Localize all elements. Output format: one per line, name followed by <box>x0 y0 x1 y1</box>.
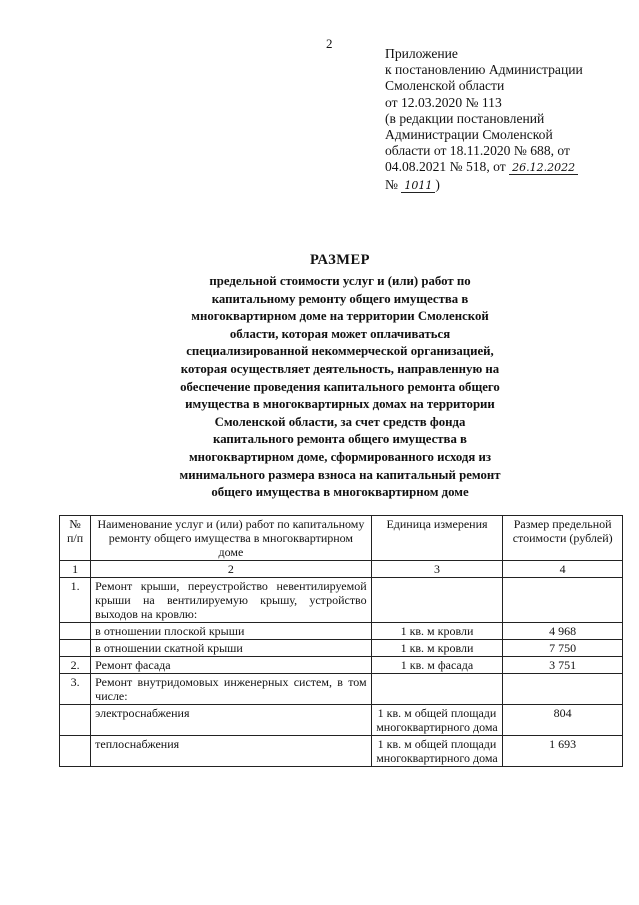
subtitle-line: общего имущества в многоквартирном доме <box>211 485 469 500</box>
subtitle-line: которая осуществляет деятельность, направленную на <box>180 361 500 376</box>
table-header-row <box>60 516 623 561</box>
row-name: Ремонт фасада <box>91 657 371 674</box>
appendix-line: области от 18.11.2020 № 688, от <box>385 143 570 159</box>
header-name: Наименование услуг и (или) работ по капитальному ремонту общего имущества в многоквартирном доме <box>91 516 371 561</box>
row-cost <box>503 578 623 623</box>
table-row <box>60 657 623 674</box>
table-row <box>60 674 623 705</box>
column-number: 3 <box>371 561 503 578</box>
header-unit: Единица измерения <box>371 516 503 561</box>
row-unit: 1 кв. м кровли <box>371 640 503 657</box>
row-num: 2. <box>60 657 91 674</box>
handwritten-date: 26.12.2022 <box>509 161 578 175</box>
row-unit: 1 кв. м общей площади многоквартирного дома <box>371 705 503 736</box>
subtitle-line: капитальному ремонту общего имущества в <box>211 291 469 306</box>
column-number: 4 <box>503 561 623 578</box>
subtitle-line: предельной стоимости услуг и (или) работ по <box>209 274 471 288</box>
row-cost: 3 751 <box>503 657 623 674</box>
page-number: 2 <box>326 36 333 51</box>
row-num <box>60 705 91 736</box>
column-number: 2 <box>91 561 371 578</box>
row-num: 3. <box>60 674 91 705</box>
row-num <box>60 623 91 640</box>
table-row <box>60 640 623 657</box>
appendix-line: Администрации Смоленской <box>385 127 553 143</box>
row-name: электроснабжения <box>91 705 371 736</box>
header-num: № п/п <box>60 516 91 561</box>
table-row <box>60 623 623 640</box>
row-name: Ремонт крыши, переустройство невентилируемой крыши на вентилируемую крышу, устройство выходов на кровлю: <box>91 578 371 623</box>
table-row <box>60 705 623 736</box>
row-name: в отношении скатной крыши <box>91 640 371 657</box>
row-unit: 1 кв. м фасада <box>371 657 503 674</box>
subtitle-line: многоквартирном доме на территории Смоленской <box>191 309 489 324</box>
subtitle-line: многоквартирном доме, сформированного исходя из <box>188 449 492 464</box>
document-subtitle <box>140 273 540 502</box>
appendix-block <box>385 46 625 194</box>
appendix-line-date <box>385 159 625 176</box>
appendix-line-number <box>385 177 625 194</box>
row-unit: 1 кв. м общей площади многоквартирного дома <box>371 736 503 767</box>
subtitle-line: обеспечение проведения капитального ремонта общего <box>180 379 500 394</box>
number-prefix: № <box>385 176 398 192</box>
closing-paren: ) <box>435 176 440 192</box>
subtitle-line: капитального ремонта общего имущества в <box>213 432 467 447</box>
row-num <box>60 736 91 767</box>
row-name: Ремонт внутридомовых инженерных систем, в том числе: <box>91 674 371 705</box>
column-number: 1 <box>60 561 91 578</box>
row-unit <box>371 578 503 623</box>
row-cost: 7 750 <box>503 640 623 657</box>
row-unit: 1 кв. м кровли <box>371 623 503 640</box>
appendix-line: от 12.03.2020 № 113 <box>385 94 502 110</box>
table-row <box>60 578 623 623</box>
row-name: теплоснабжения <box>91 736 371 767</box>
row-cost: 1 693 <box>503 736 623 767</box>
document-title: РАЗМЕР <box>310 252 370 268</box>
row-num: 1. <box>60 578 91 623</box>
subtitle-line: имущества в многоквартирных домах на территории <box>185 397 495 412</box>
subtitle-line: Смоленской области, за счет средств фонда <box>214 414 466 429</box>
row-cost: 804 <box>503 705 623 736</box>
row-num <box>60 640 91 657</box>
subtitle-line: специализированной некоммерческой организацией, <box>186 344 494 359</box>
cost-table <box>59 515 623 767</box>
row-cost <box>503 674 623 705</box>
column-number-row <box>60 561 623 578</box>
row-name: в отношении плоской крыши <box>91 623 371 640</box>
header-cost: Размер предельной стоимости (рублей) <box>503 516 623 561</box>
table-row <box>60 736 623 767</box>
appendix-line: (в редакции постановлений <box>385 110 545 126</box>
subtitle-line: минимального размера взноса на капитальный ремонт <box>179 467 501 482</box>
appendix-line: Приложение <box>385 46 458 61</box>
subtitle-line: области, которая может оплачиваться <box>229 326 451 341</box>
appendix-line: Смоленской области <box>385 78 505 94</box>
row-unit <box>371 674 503 705</box>
appendix-line: к постановлению Администрации <box>385 62 583 78</box>
handwritten-number: 1011 <box>401 179 435 193</box>
appendix-line: 04.08.2021 № 518, от <box>385 159 506 175</box>
row-cost: 4 968 <box>503 623 623 640</box>
